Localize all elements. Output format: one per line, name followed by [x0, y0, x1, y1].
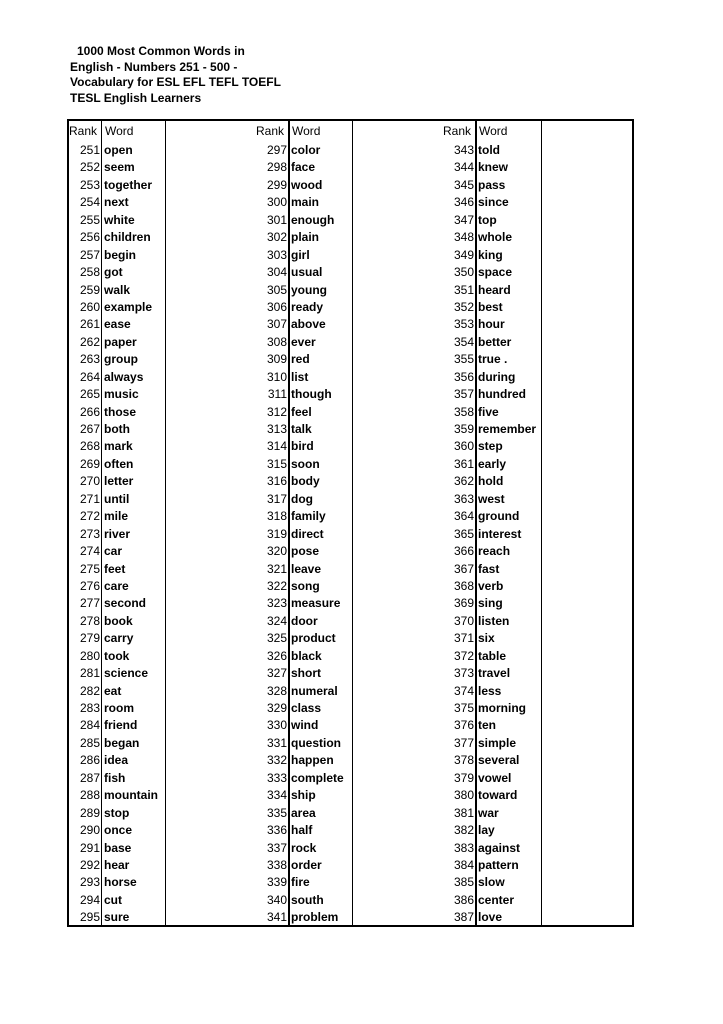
rank-header: Rank	[443, 124, 472, 138]
rank-cell: 329	[266, 701, 287, 715]
rank-cell: 337	[266, 840, 287, 855]
word-cell: hour	[478, 317, 505, 332]
rank-cell: 345	[453, 177, 474, 192]
word-cell: complete	[291, 770, 344, 785]
word-cell: step	[478, 439, 503, 454]
rank-cell: 368	[453, 578, 474, 593]
word-cell: dog	[291, 491, 313, 506]
rank-cell: 293	[79, 875, 100, 890]
word-cell: fire	[291, 875, 310, 890]
word-cell: sure	[104, 910, 130, 925]
word-cell: class	[291, 701, 322, 715]
rank-cell: 295	[79, 910, 100, 925]
rank-cell: 357	[453, 387, 474, 402]
rank-cell: 304	[266, 265, 287, 280]
rank-cell: 382	[453, 823, 474, 838]
rank-cell: 274	[79, 544, 100, 559]
rank-cell: 369	[453, 596, 474, 611]
rank-cell: 359	[453, 422, 474, 436]
word-cell: interest	[478, 526, 522, 541]
rank-cell: 319	[266, 526, 287, 541]
word-cell: ground	[478, 509, 520, 524]
rank-cell: 256	[79, 230, 100, 245]
word-cell: direct	[291, 526, 324, 541]
rank-cell: 299	[266, 177, 287, 192]
word-cell: next	[104, 195, 129, 210]
rank-cell: 290	[79, 823, 100, 838]
word-cell: west	[478, 491, 505, 506]
rank-cell: 279	[79, 631, 100, 646]
word-cell: bird	[291, 439, 314, 454]
word-cell: remember	[478, 422, 537, 436]
word-cell: body	[291, 474, 320, 489]
word-cell: black	[291, 648, 322, 663]
word-cell: plain	[291, 230, 320, 245]
word-cell: measure	[291, 596, 341, 611]
word-cell: color	[291, 143, 321, 157]
rank-cell: 313	[266, 422, 287, 436]
word-cell: less	[478, 683, 502, 698]
rank-cell: 350	[453, 265, 474, 280]
grid-line	[288, 121, 290, 925]
word-cell: friend	[104, 718, 138, 733]
word-cell: five	[478, 404, 499, 419]
rank-cell: 347	[453, 212, 474, 227]
word-cell: travel	[478, 666, 511, 681]
word-cell: care	[104, 578, 129, 593]
rank-cell: 381	[453, 805, 474, 820]
word-header: Word	[479, 124, 508, 138]
word-cell: fast	[478, 561, 500, 576]
rank-cell: 283	[79, 701, 100, 715]
rank-cell: 341	[266, 910, 287, 925]
word-cell: seem	[104, 160, 135, 175]
word-cell: feel	[291, 404, 312, 419]
word-cell: girl	[291, 247, 310, 262]
word-cell: mark	[104, 439, 133, 454]
rank-cell: 339	[266, 875, 287, 890]
grid-line	[352, 121, 353, 925]
word-cell: feet	[104, 561, 126, 576]
grid-line	[541, 121, 542, 925]
rank-cell: 269	[79, 456, 100, 471]
rank-cell: 275	[79, 561, 100, 576]
word-cell: above	[291, 317, 326, 332]
rank-cell: 314	[266, 439, 287, 454]
word-header: Word	[292, 124, 321, 138]
rank-cell: 281	[79, 666, 100, 681]
rank-cell: 251	[79, 143, 100, 157]
word-cell: until	[104, 491, 130, 506]
rank-cell: 284	[79, 718, 100, 733]
word-cell: question	[291, 735, 341, 750]
grid-line	[165, 121, 166, 925]
rank-cell: 255	[79, 212, 100, 227]
word-cell: those	[104, 404, 137, 419]
rank-cell: 361	[453, 456, 474, 471]
rank-cell: 312	[266, 404, 287, 419]
rank-cell: 375	[453, 701, 474, 715]
rank-cell: 280	[79, 648, 100, 663]
rank-cell: 340	[266, 892, 287, 907]
rank-cell: 353	[453, 317, 474, 332]
word-cell: mile	[104, 509, 129, 524]
word-cell: book	[104, 613, 133, 628]
rank-cell: 273	[79, 526, 100, 541]
rank-cell: 315	[266, 456, 287, 471]
word-cell: order	[291, 857, 322, 872]
rank-cell: 362	[453, 474, 474, 489]
rank-cell: 378	[453, 753, 474, 768]
word-cell: knew	[478, 160, 509, 175]
word-cell: table	[478, 648, 507, 663]
title-line-3: Vocabulary for ESL EFL TEFL TOEFL	[70, 75, 281, 89]
rank-cell: 262	[79, 334, 100, 349]
rank-cell: 272	[79, 509, 100, 524]
rank-cell: 370	[453, 613, 474, 628]
rank-cell: 266	[79, 404, 100, 419]
rank-cell: 276	[79, 578, 100, 593]
word-cell: morning	[478, 701, 526, 715]
rank-cell: 254	[79, 195, 100, 210]
rank-cell: 328	[266, 683, 287, 698]
word-table	[67, 119, 634, 927]
word-cell: better	[478, 334, 512, 349]
title-line-4: TESL English Learners	[70, 90, 202, 105]
word-cell: car	[104, 544, 123, 559]
rank-cell: 333	[266, 770, 287, 785]
word-cell: music	[104, 387, 139, 402]
word-cell: ready	[291, 299, 324, 314]
word-cell: best	[478, 299, 503, 314]
rank-cell: 371	[453, 631, 474, 646]
word-cell: lay	[478, 823, 495, 838]
rank-cell: 260	[79, 299, 100, 314]
word-cell: main	[291, 195, 320, 210]
word-cell: together	[104, 177, 152, 192]
rank-cell: 384	[453, 857, 474, 872]
word-cell: once	[104, 823, 133, 838]
rank-cell: 291	[79, 840, 100, 855]
rank-cell: 377	[453, 735, 474, 750]
word-cell: half	[291, 823, 313, 838]
word-cell: ease	[104, 317, 131, 332]
word-cell: ever	[291, 334, 316, 349]
rank-cell: 270	[79, 474, 100, 489]
rank-cell: 300	[266, 195, 287, 210]
rank-cell: 354	[453, 334, 474, 349]
title-line-1: 1000 Most Common Words in	[77, 44, 245, 58]
rank-cell: 332	[266, 753, 287, 768]
word-cell: white	[104, 212, 135, 227]
rank-cell: 336	[266, 823, 287, 838]
word-cell: true .	[478, 352, 508, 367]
rank-cell: 326	[266, 648, 287, 663]
rank-cell: 311	[267, 387, 287, 402]
rank-cell: 282	[79, 683, 100, 698]
word-cell: listen	[478, 613, 510, 628]
rank-cell: 321	[266, 561, 287, 576]
word-cell: center	[478, 892, 515, 907]
rank-cell: 320	[266, 544, 287, 559]
word-cell: love	[478, 910, 503, 925]
rank-cell: 346	[453, 195, 474, 210]
rank-cell: 317	[266, 491, 287, 506]
rank-cell: 325	[266, 631, 287, 646]
rank-cell: 271	[79, 491, 100, 506]
word-cell: family	[291, 509, 326, 524]
word-cell: soon	[291, 456, 320, 471]
document-title	[70, 44, 330, 106]
rank-cell: 303	[266, 247, 287, 262]
rank-cell: 307	[266, 317, 287, 332]
word-cell: door	[291, 613, 318, 628]
word-cell: letter	[104, 474, 134, 489]
word-cell: base	[104, 840, 132, 855]
word-cell: walk	[104, 282, 131, 297]
rank-cell: 323	[266, 596, 287, 611]
word-cell: verb	[478, 578, 504, 593]
rank-cell: 257	[79, 247, 100, 262]
word-cell: war	[478, 805, 499, 820]
rank-cell: 380	[453, 788, 474, 803]
word-cell: horse	[104, 875, 137, 890]
rank-cell: 292	[79, 857, 100, 872]
word-cell: wood	[291, 177, 323, 192]
rank-cell: 277	[79, 596, 100, 611]
rank-cell: 376	[453, 718, 474, 733]
rank-cell: 302	[266, 230, 287, 245]
rank-cell: 324	[266, 613, 287, 628]
rank-cell: 308	[266, 334, 287, 349]
word-cell: sing	[478, 596, 503, 611]
word-cell: six	[478, 631, 495, 646]
word-cell: since	[478, 195, 509, 210]
word-cell: young	[291, 282, 327, 297]
rank-cell: 351	[453, 282, 474, 297]
word-cell: leave	[291, 561, 322, 576]
rank-cell: 309	[266, 352, 287, 367]
rank-cell: 253	[79, 177, 100, 192]
rank-cell: 259	[79, 282, 100, 297]
rank-cell: 288	[79, 788, 100, 803]
rank-cell: 385	[453, 875, 474, 890]
grid-line	[101, 121, 102, 925]
grid-line	[475, 121, 477, 925]
rank-cell: 387	[453, 910, 474, 925]
word-cell: problem	[291, 910, 339, 925]
rank-cell: 289	[79, 805, 100, 820]
rank-cell: 318	[266, 509, 287, 524]
word-cell: always	[104, 369, 144, 384]
rank-cell: 294	[79, 892, 100, 907]
rank-cell: 310	[266, 369, 287, 384]
word-cell: often	[104, 456, 134, 471]
word-cell: second	[104, 596, 147, 611]
rank-cell: 338	[266, 857, 287, 872]
rank-cell: 379	[453, 770, 474, 785]
rank-cell: 352	[453, 299, 474, 314]
rank-cell: 263	[79, 352, 100, 367]
rank-header: Rank	[69, 124, 98, 138]
rank-cell: 305	[266, 282, 287, 297]
rank-cell: 358	[453, 404, 474, 419]
rank-cell: 285	[79, 735, 100, 750]
rank-cell: 365	[453, 526, 474, 541]
word-cell: got	[104, 265, 123, 280]
rank-cell: 327	[266, 666, 287, 681]
word-cell: idea	[104, 753, 129, 768]
word-cell: pose	[291, 544, 320, 559]
word-cell: room	[104, 701, 134, 715]
word-cell: south	[291, 892, 324, 907]
rank-cell: 322	[266, 578, 287, 593]
word-cell: reach	[478, 544, 511, 559]
rank-cell: 372	[453, 648, 474, 663]
word-cell: hundred	[478, 387, 526, 402]
word-cell: mountain	[104, 788, 158, 803]
word-header: Word	[105, 124, 134, 138]
word-cell: short	[291, 666, 321, 681]
rank-header: Rank	[256, 124, 285, 138]
rank-cell: 331	[266, 735, 287, 750]
word-cell: heard	[478, 282, 511, 297]
word-cell: eat	[104, 683, 122, 698]
rank-cell: 286	[79, 753, 100, 768]
rank-cell: 349	[453, 247, 474, 262]
word-cell: red	[291, 352, 310, 367]
word-cell: area	[291, 805, 316, 820]
rank-cell: 316	[266, 474, 287, 489]
word-cell: numeral	[291, 683, 338, 698]
rank-cell: 334	[266, 788, 287, 803]
word-cell: top	[478, 212, 497, 227]
word-cell: list	[291, 369, 309, 384]
word-cell: began	[104, 735, 140, 750]
rank-cell: 258	[79, 265, 100, 280]
rank-cell: 268	[79, 439, 100, 454]
word-cell: open	[104, 143, 133, 157]
word-cell: vowel	[478, 770, 512, 785]
rank-cell: 386	[453, 892, 474, 907]
word-cell: children	[104, 230, 151, 245]
word-cell: happen	[291, 753, 334, 768]
word-cell: song	[291, 578, 320, 593]
word-cell: whole	[478, 230, 513, 245]
rank-cell: 383	[453, 840, 474, 855]
rank-cell: 367	[453, 561, 474, 576]
word-cell: face	[291, 160, 316, 175]
word-cell: begin	[104, 247, 136, 262]
rank-cell: 363	[453, 491, 474, 506]
word-cell: wind	[291, 718, 319, 733]
word-cell: both	[104, 422, 130, 436]
rank-cell: 348	[453, 230, 474, 245]
word-cell: rock	[291, 840, 317, 855]
rank-cell: 306	[266, 299, 287, 314]
word-cell: ten	[478, 718, 496, 733]
rank-cell: 261	[79, 317, 100, 332]
rank-cell: 366	[453, 544, 474, 559]
rank-cell: 298	[266, 160, 287, 175]
word-cell: against	[478, 840, 521, 855]
word-cell: slow	[478, 875, 505, 890]
rank-cell: 355	[453, 352, 474, 367]
word-cell: cut	[104, 892, 122, 907]
word-cell: carry	[104, 631, 134, 646]
rank-cell: 373	[453, 666, 474, 681]
title-line-2: English - Numbers 251 - 500 -	[70, 59, 238, 74]
rank-cell: 344	[453, 160, 474, 175]
rank-cell: 356	[453, 369, 474, 384]
word-cell: told	[478, 143, 500, 157]
word-cell: space	[478, 265, 513, 280]
word-cell: river	[104, 526, 131, 541]
word-cell: hold	[478, 474, 504, 489]
word-cell: pass	[478, 177, 506, 192]
rank-cell: 265	[79, 387, 100, 402]
word-cell: group	[104, 352, 138, 367]
word-cell: talk	[291, 422, 312, 436]
word-cell: though	[291, 387, 332, 402]
word-cell: simple	[478, 735, 517, 750]
rank-cell: 278	[79, 613, 100, 628]
rank-cell: 267	[79, 422, 100, 436]
word-cell: during	[478, 369, 516, 384]
word-cell: example	[104, 299, 153, 314]
rank-cell: 330	[266, 718, 287, 733]
rank-cell: 364	[453, 509, 474, 524]
word-cell: hear	[104, 857, 130, 872]
word-cell: science	[104, 666, 149, 681]
rank-cell: 301	[266, 212, 287, 227]
word-cell: several	[478, 753, 520, 768]
word-cell: toward	[478, 788, 518, 803]
word-cell: took	[104, 648, 130, 663]
word-cell: pattern	[478, 857, 519, 872]
word-cell: stop	[104, 805, 130, 820]
rank-cell: 287	[79, 770, 100, 785]
rank-cell: 297	[266, 143, 287, 157]
word-cell: paper	[104, 334, 137, 349]
word-cell: ship	[291, 788, 316, 803]
rank-cell: 343	[453, 143, 474, 157]
rank-cell: 335	[266, 805, 287, 820]
rank-cell: 360	[453, 439, 474, 454]
word-cell: fish	[104, 770, 126, 785]
word-cell: early	[478, 456, 507, 471]
word-cell: king	[478, 247, 503, 262]
word-cell: usual	[291, 265, 323, 280]
rank-cell: 252	[79, 160, 100, 175]
rank-cell: 374	[453, 683, 474, 698]
word-cell: product	[291, 631, 336, 646]
word-cell: enough	[291, 212, 335, 227]
rank-cell: 264	[79, 369, 100, 384]
